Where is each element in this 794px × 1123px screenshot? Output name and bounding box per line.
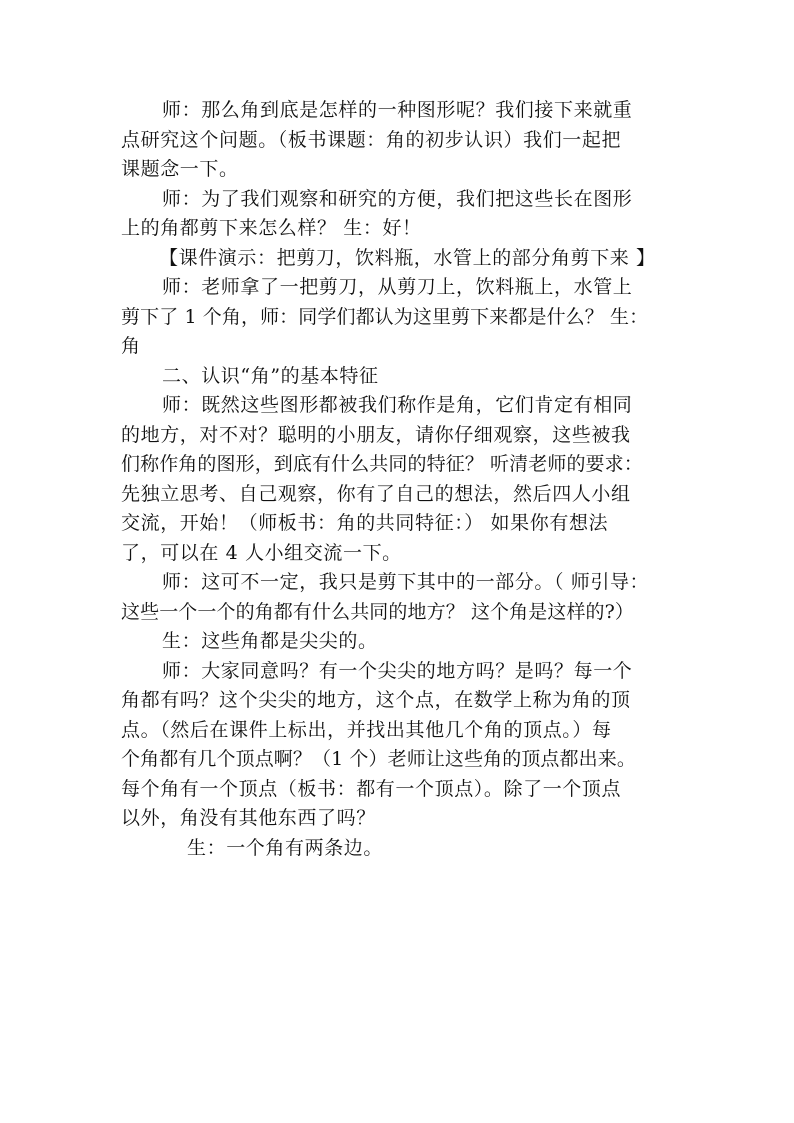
text-line: 交流，开始！（师板书：角的共同特征：） 如果你有想法 — [121, 512, 609, 534]
text-line: 个角都有几个顶点啊？（1 个）老师让这些角的顶点都出来。 — [121, 748, 636, 770]
text-line: 师：老师拿了一把剪刀，从剪刀上，饮料瓶上，水管上 — [162, 276, 633, 298]
text-line: 的地方，对不对？聪明的小朋友，请你仔细观察，这些被我 — [121, 423, 631, 446]
text-line: 师：既然这些图形都被我们称作是角，它们肯定有相同 — [162, 394, 633, 416]
text-line: 了，可以在 4 人小组交流一下。 — [121, 541, 402, 564]
text-line: 师：大家同意吗？有一个尖尖的地方吗？是吗？每一个 — [162, 659, 633, 682]
text-line: 们称作角的图形，到底有什么共同的特征？ 听清老师的要求： — [121, 453, 643, 475]
courseware-demo-note: 【课件演示：把剪刀，饮料瓶，水管上的部分角剪下来 】 — [159, 246, 656, 269]
text-line: 点研究这个问题。（板书课题：角的初步认识）我们一起把 — [121, 128, 622, 151]
text-line: 剪下了 1 个角，师：同学们都认为这里剪下来都是什么？ 生： — [121, 305, 649, 328]
text-line: 先独立思考、自己观察，你有了自己的想法，然后四人小组 — [121, 482, 631, 505]
text-line: 点。（然后在课件上标出，并找出其他几个角的顶点。）每 — [121, 718, 612, 741]
text-line: 这些一个一个的角都有什么共同的地方？ 这个角是这样的?） — [121, 600, 635, 623]
text-line: 上的角都剪下来怎么样？ 生：好！ — [121, 217, 422, 239]
text-line: 师：为了我们观察和研究的方便，我们把这些长在图形 — [162, 187, 633, 210]
text-line: 师：这可不一定，我只是剪下其中的一部分。（ 师引导： — [162, 571, 650, 593]
text-line: 师：那么角到底是怎样的一种图形呢？我们接下来就重 — [162, 99, 633, 121]
text-line: 角 — [121, 335, 141, 357]
text-line: 生：这些角都是尖尖的。 — [162, 630, 378, 652]
document-body — [121, 96, 681, 863]
text-line: 每个角有一个顶点（板书：都有一个顶点）。除了一个顶点 — [121, 777, 622, 800]
text-line: 生：一个角有两条边。 — [187, 836, 384, 859]
text-line: 角都有吗？这个尖尖的地方，这个点，在数学上称为角的顶 — [121, 689, 631, 711]
text-line: 以外，角没有其他东西了吗？ — [121, 807, 376, 829]
section-heading: 二、认识“角”的基本特征 — [162, 364, 379, 387]
text-line: 课题念一下。 — [121, 158, 239, 180]
